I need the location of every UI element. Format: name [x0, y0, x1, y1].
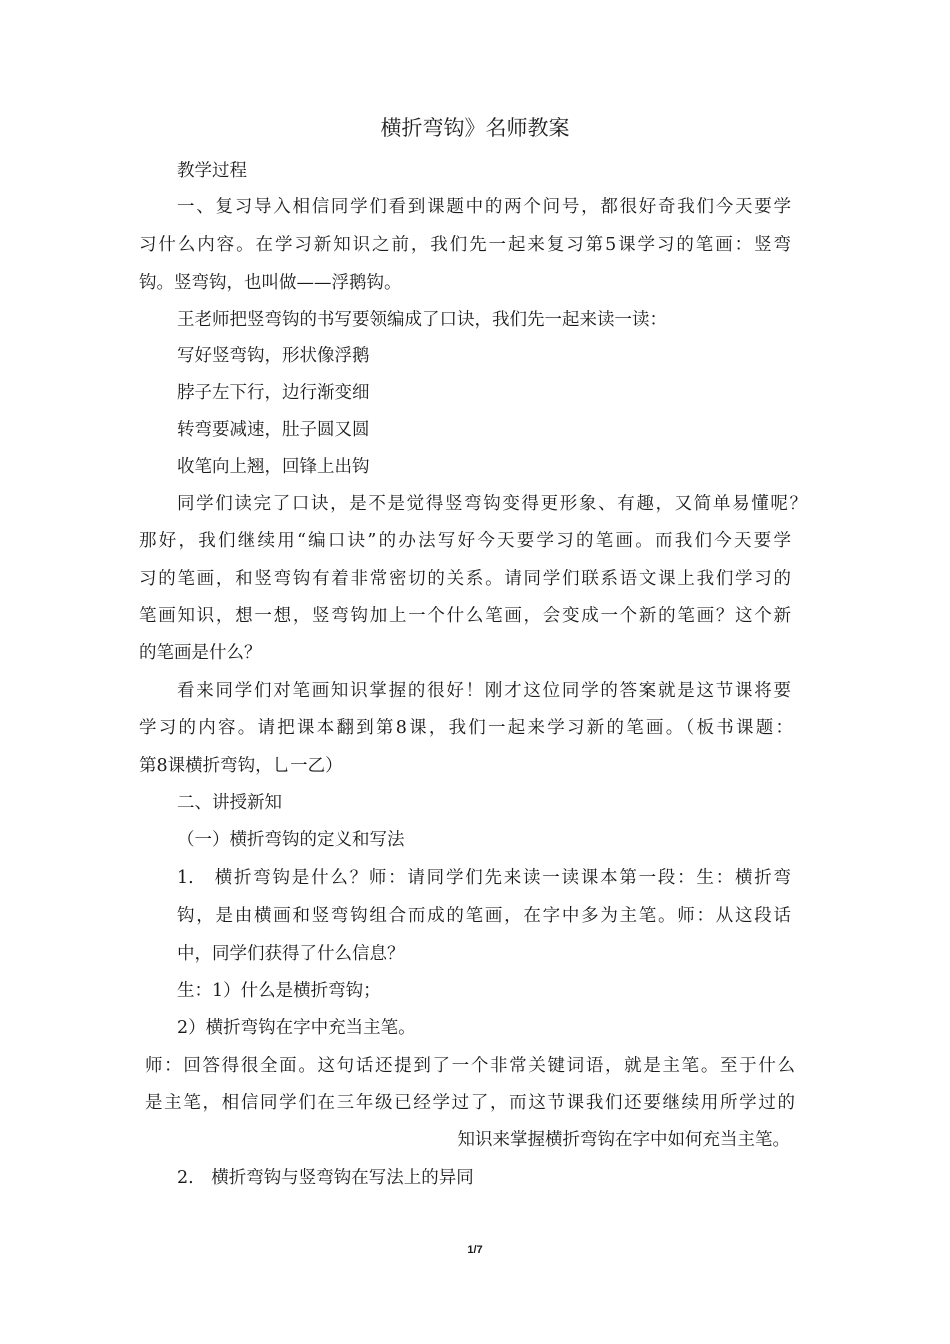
paragraph-line: 2. 横折弯钩与竖弯钩在写法上的异同	[177, 1168, 474, 1188]
paragraph-line: 的笔画是什么？	[139, 643, 262, 663]
paragraph-line: 知识来掌握横折弯钩在字中如何充当主笔。	[457, 1130, 790, 1150]
paragraph-line: 那好，我们继续用“编口诀”的办法写好今天要学习的笔画。而我们今天要学	[139, 531, 791, 551]
paragraph-line: 中，同学们获得了什么信息？	[177, 944, 405, 964]
paragraph-line: 习的笔画，和竖弯钩有着非常密切的关系。请同学们联系语文课上我们学习的	[139, 569, 791, 589]
paragraph-line: 笔画知识，想一想，竖弯钩加上一个什么笔画，会变成一个新的笔画？这个新	[139, 606, 791, 626]
paragraph-line: 习什么内容。在学习新知识之前，我们先一起来复习第5课学习的笔画：竖弯	[139, 235, 791, 255]
paragraph-line: 是主笔，相信同学们在三年级已经学过了，而这节课我们还要继续用所学过的	[145, 1093, 795, 1113]
paragraph-line: 钩。竖弯钩，也叫做——浮鹅钩。	[139, 273, 402, 293]
paragraph-line: 钩，是由横画和竖弯钩组合而成的笔画，在字中多为主笔。师：从这段话	[177, 906, 791, 926]
paragraph-line: 一、复习导入相信同学们看到课题中的两个问号，都很好奇我们今天要学	[177, 197, 791, 217]
paragraph-line: 王老师把竖弯钩的书写要领编成了口诀，我们先一起来读一读：	[177, 310, 667, 330]
subsection-heading: （一）横折弯钩的定义和写法	[177, 830, 405, 850]
page-number: 1/7	[467, 1244, 483, 1256]
section-heading: 教学过程	[177, 161, 247, 181]
verse-line: 转弯要减速，肚子圆又圆	[177, 420, 370, 440]
paragraph-line: 师：回答得很全面。这句话还提到了一个非常关键词语，就是主笔。至于什么	[145, 1056, 795, 1076]
paragraph-line: 1. 横折弯钩是什么？师：请同学们先来读一读课本第一段：生：横折弯	[177, 868, 791, 888]
document-title: 横折弯钩》名师教案	[380, 116, 570, 140]
paragraph-line: 同学们读完了口诀，是不是觉得竖弯钩变得更形象、有趣，又简单易懂呢？	[177, 494, 807, 514]
paragraph-line: 学习的内容。请把课本翻到第8课，我们一起来学习新的笔画。（板书课题：	[139, 718, 793, 738]
paragraph-line: 看来同学们对笔画知识掌握的很好！刚才这位同学的答案就是这节课将要	[177, 681, 791, 701]
verse-line: 写好竖弯钩，形状像浮鹅	[177, 346, 370, 366]
verse-line: 收笔向上翘，回锋上出钩	[177, 457, 370, 477]
paragraph-line: 第8课横折弯钩，乚一乙）	[139, 756, 343, 776]
section-heading: 二、讲授新知	[177, 793, 282, 813]
paragraph-line: 2）横折弯钩在字中充当主笔。	[177, 1018, 416, 1038]
verse-line: 脖子左下行，边行渐变细	[177, 383, 370, 403]
paragraph-line: 生：1）什么是横折弯钩；	[177, 981, 381, 1001]
